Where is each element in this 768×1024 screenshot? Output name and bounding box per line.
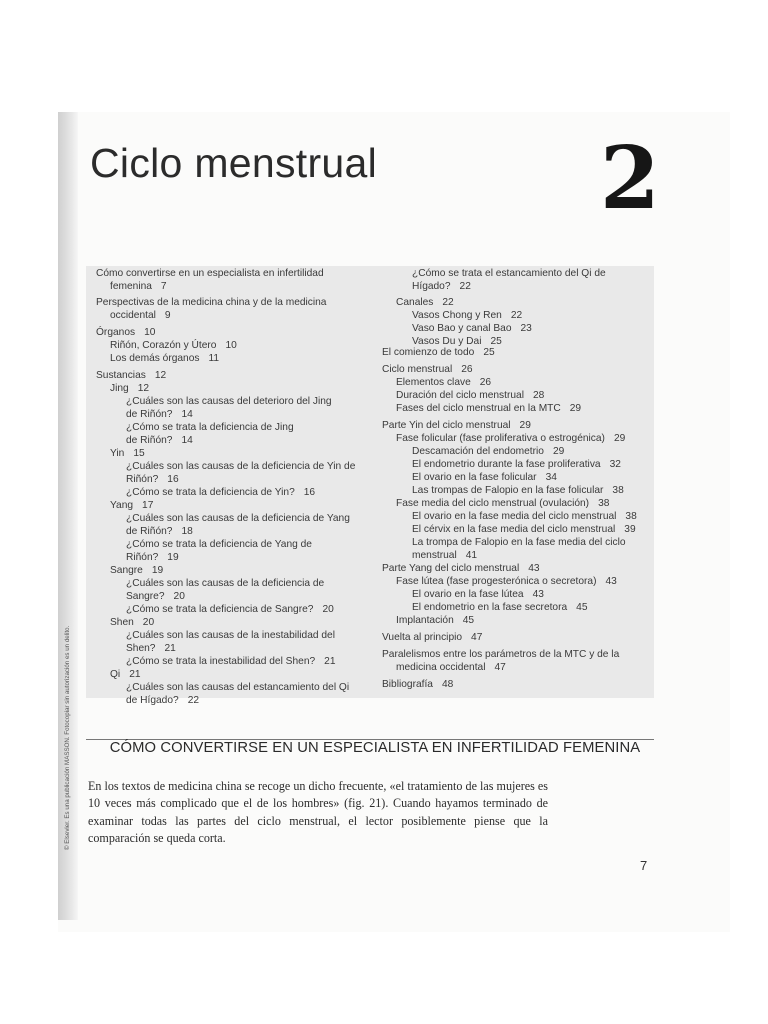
contents-entry bbox=[396, 498, 609, 511]
contents-entry-text: ¿Cuáles son las causas de la deficiencia de Yang bbox=[126, 513, 350, 524]
contents-entry-page: 14 bbox=[181, 409, 193, 420]
contents-entry bbox=[126, 396, 332, 409]
contents-entry bbox=[396, 615, 474, 628]
contents-entry bbox=[126, 552, 179, 565]
contents-entry bbox=[412, 602, 588, 615]
contents-entry-text: Vasos Chong y Ren bbox=[412, 310, 502, 321]
contents-entry bbox=[126, 422, 294, 435]
contents-entry-page: 43 bbox=[528, 563, 540, 574]
contents-entry bbox=[126, 487, 315, 500]
contents-entry bbox=[110, 383, 149, 396]
contents-entry-page: 20 bbox=[173, 591, 185, 602]
contents-entry bbox=[382, 563, 540, 576]
contents-entry bbox=[126, 682, 349, 695]
contents-entry-text: El endometrio durante la fase proliferativa bbox=[412, 459, 601, 470]
contents-entry-text: de Riñón? bbox=[126, 435, 173, 446]
contents-entry bbox=[126, 695, 199, 708]
chapter-contents-box bbox=[86, 266, 654, 706]
contents-entry-page: 17 bbox=[142, 500, 154, 511]
contents-entry-page: 41 bbox=[465, 550, 478, 561]
contents-entry-text: ¿Cómo se trata la inestabilidad del Shen? bbox=[126, 656, 316, 667]
contents-entry bbox=[110, 500, 153, 513]
contents-entry-text: Sustancias bbox=[96, 370, 146, 381]
contents-entry-page: 22 bbox=[442, 297, 454, 308]
contents-entry-page: 22 bbox=[459, 281, 471, 292]
contents-entry-text: Fase folicular (fase proliferativa o estrogénica) bbox=[396, 433, 605, 444]
contents-entry bbox=[110, 310, 171, 323]
contents-entry bbox=[126, 526, 193, 539]
section-heading: CÓMO CONVERTIRSE EN UN ESPECIALISTA EN INFERTILIDAD FEMENINA bbox=[109, 740, 641, 756]
contents-entry-text: Paralelismos entre los parámetros de la MTC y de la bbox=[382, 649, 620, 660]
contents-entry bbox=[110, 281, 167, 294]
contents-entry bbox=[396, 390, 544, 403]
contents-entry-page: 43 bbox=[532, 589, 544, 600]
contents-entry bbox=[412, 550, 477, 563]
contents-entry-text: occidental bbox=[110, 310, 156, 321]
contents-entry-text: ¿Cuáles son las causas del estancamiento del Qi bbox=[126, 682, 350, 693]
contents-entry-text: ¿Cómo se trata la deficiencia de Yin? bbox=[126, 487, 295, 498]
contents-entry-page: 38 bbox=[612, 485, 624, 496]
contents-entry-text: Riñón, Corazón y Útero bbox=[110, 340, 217, 351]
contents-entry-text: Vasos Du y Dai bbox=[412, 336, 482, 347]
contents-entry bbox=[126, 461, 355, 474]
contents-entry bbox=[412, 511, 637, 524]
contents-entry-text: Shen bbox=[110, 617, 134, 628]
contents-entry bbox=[412, 537, 626, 550]
contents-entry bbox=[110, 669, 141, 682]
contents-entry bbox=[412, 323, 532, 336]
contents-entry-text: Yang bbox=[110, 500, 134, 511]
copyright-notice: © Elsevier. Es una publicación MASSON. Fotocopiar sin autorización es un delito. bbox=[64, 625, 71, 850]
contents-entry-page: 47 bbox=[494, 662, 506, 673]
contents-entry-page: 10 bbox=[225, 340, 237, 351]
contents-entry bbox=[412, 281, 471, 294]
contents-entry-page: 26 bbox=[479, 377, 492, 388]
contents-entry bbox=[126, 630, 335, 643]
contents-entry bbox=[382, 679, 453, 692]
contents-entry-page: 29 bbox=[613, 433, 626, 444]
contents-entry bbox=[382, 347, 495, 360]
contents-entry-page: 19 bbox=[151, 565, 164, 576]
contents-entry-text: ¿Cómo se trata la deficiencia de Jing bbox=[126, 422, 294, 433]
contents-entry-text: Riñón? bbox=[126, 552, 159, 563]
contents-entry-page: 25 bbox=[483, 347, 495, 358]
contents-entry bbox=[126, 578, 324, 591]
contents-entry-page: 21 bbox=[324, 656, 336, 667]
contents-entry-text: Fase lútea (fase progesterónica o secretora) bbox=[396, 576, 597, 587]
contents-entry-text: Los demás órganos bbox=[110, 353, 200, 364]
contents-entry bbox=[382, 364, 473, 377]
contents-entry bbox=[126, 409, 193, 422]
contents-entry-page: 23 bbox=[520, 323, 532, 334]
contents-entry-text: La trompa de Falopio en la fase media del ciclo bbox=[412, 537, 626, 548]
contents-entry-page: 22 bbox=[187, 695, 200, 706]
contents-entry-text: femenina bbox=[110, 281, 152, 292]
body-paragraph: En los textos de medicina china se recoge un dicho frecuente, «el tratamiento de las mujeres es 10 veces más complicado que el de los hombres» (fig. 21). Cuando hayamos terminado de examinar todas las partes del ciclo menstrual, el lector posiblemente piense que la comparación se queda corta. bbox=[88, 779, 548, 846]
contents-entry-text: ¿Cómo se trata la deficiencia de Yang de bbox=[126, 539, 312, 550]
contents-entry-page: 12 bbox=[154, 370, 167, 381]
contents-entry bbox=[110, 565, 163, 578]
page-number: 7 bbox=[640, 858, 648, 873]
contents-entry-text: Elementos clave bbox=[396, 377, 471, 388]
contents-entry bbox=[382, 649, 619, 662]
contents-entry-text: Perspectivas de la medicina china y de la medicina bbox=[96, 297, 327, 308]
contents-entry-text: menstrual bbox=[412, 550, 457, 561]
contents-entry-text: de Hígado? bbox=[126, 695, 179, 706]
contents-entry bbox=[96, 268, 324, 281]
contents-entry-page: 16 bbox=[167, 474, 179, 485]
contents-entry bbox=[382, 632, 482, 645]
contents-entry bbox=[396, 662, 506, 675]
contents-entry-text: Bibliografía bbox=[382, 679, 433, 690]
chapter-number: 2 bbox=[600, 128, 660, 229]
contents-entry bbox=[126, 643, 176, 656]
contents-entry bbox=[412, 485, 624, 498]
contents-entry-page: 32 bbox=[609, 459, 621, 470]
contents-entry-text: Fase media del ciclo menstrual (ovulación) bbox=[396, 498, 590, 509]
contents-entry-page: 38 bbox=[625, 511, 637, 522]
contents-entry bbox=[126, 591, 185, 604]
contents-entry bbox=[96, 297, 326, 310]
contents-entry-text: El comienzo de todo bbox=[382, 347, 475, 358]
contents-entry-text: Sangre? bbox=[126, 591, 165, 602]
contents-entry-page: 18 bbox=[181, 526, 193, 537]
contents-entry-page: 28 bbox=[532, 390, 545, 401]
contents-entry-page: 45 bbox=[462, 615, 475, 626]
contents-entry-page: 7 bbox=[160, 281, 167, 292]
contents-entry-text: El endometrio en la fase secretora bbox=[412, 602, 568, 613]
contents-entry bbox=[126, 539, 312, 552]
contents-entry bbox=[412, 589, 544, 602]
contents-entry-page: 10 bbox=[144, 327, 156, 338]
contents-entry bbox=[412, 459, 621, 472]
contents-entry-page: 14 bbox=[181, 435, 193, 446]
contents-entry bbox=[126, 513, 350, 526]
contents-entry bbox=[382, 420, 531, 433]
contents-entry-text: Parte Yang del ciclo menstrual bbox=[382, 563, 520, 574]
contents-entry-text: El ovario en la fase media del ciclo menstrual bbox=[412, 511, 617, 522]
contents-entry-text: medicina occidental bbox=[396, 662, 486, 673]
contents-entry-text: Cómo convertirse en un especialista en infertilidad bbox=[96, 268, 324, 279]
contents-entry-text: Sangre bbox=[110, 565, 143, 576]
contents-entry-page: 48 bbox=[441, 679, 454, 690]
contents-entry-text: El ovario en la fase folicular bbox=[412, 472, 537, 483]
contents-entry-text: Ciclo menstrual bbox=[382, 364, 453, 375]
contents-entry bbox=[96, 370, 166, 383]
contents-entry-page: 29 bbox=[519, 420, 531, 431]
contents-entry-page: 20 bbox=[142, 617, 155, 628]
contents-entry-page: 34 bbox=[545, 472, 557, 483]
contents-entry-text: ¿Cuáles son las causas de la deficiencia de Yin de bbox=[126, 461, 356, 472]
contents-entry bbox=[110, 353, 219, 366]
contents-entry-page: 9 bbox=[164, 310, 171, 321]
contents-entry-page: 11 bbox=[208, 353, 220, 364]
contents-entry bbox=[396, 576, 617, 589]
contents-entry-text: Vaso Bao y canal Bao bbox=[412, 323, 512, 334]
contents-entry bbox=[412, 310, 522, 323]
contents-entry bbox=[96, 327, 155, 340]
contents-entry-text: Canales bbox=[396, 297, 434, 308]
contents-entry bbox=[110, 448, 145, 461]
contents-entry-page: 47 bbox=[471, 632, 483, 643]
contents-entry-text: Duración del ciclo menstrual bbox=[396, 390, 524, 401]
contents-entry-page: 20 bbox=[322, 604, 334, 615]
contents-entry-page: 12 bbox=[137, 383, 150, 394]
contents-entry-page: 43 bbox=[605, 576, 617, 587]
contents-entry-page: 15 bbox=[133, 448, 145, 459]
contents-entry-text: Qi bbox=[110, 669, 121, 680]
contents-entry-text: de Riñón? bbox=[126, 409, 173, 420]
contents-entry bbox=[126, 604, 334, 617]
contents-entry-page: 21 bbox=[129, 669, 141, 680]
contents-entry-text: Fases del ciclo menstrual en la MTC bbox=[396, 403, 561, 414]
chapter-title: Ciclo menstrual bbox=[90, 140, 378, 186]
contents-entry-page: 45 bbox=[576, 602, 588, 613]
contents-entry-text: ¿Cuáles son las causas de la deficiencia de bbox=[126, 578, 325, 589]
contents-entry-page: 19 bbox=[167, 552, 179, 563]
contents-entry-page: 29 bbox=[569, 403, 582, 414]
contents-entry-text: Shen? bbox=[126, 643, 156, 654]
contents-entry-text: ¿Cómo se trata el estancamiento del Qi de bbox=[412, 268, 606, 279]
contents-entry bbox=[126, 474, 179, 487]
contents-entry-page: 29 bbox=[552, 446, 565, 457]
contents-entry bbox=[126, 656, 336, 669]
contents-entry-page: 26 bbox=[461, 364, 473, 375]
contents-entry-text: El cérvix en la fase media del ciclo menstrual bbox=[412, 524, 616, 535]
contents-entry bbox=[412, 446, 564, 459]
contents-entry-page: 38 bbox=[598, 498, 610, 509]
contents-entry-text: Parte Yin del ciclo menstrual bbox=[382, 420, 511, 431]
contents-entry bbox=[126, 435, 193, 448]
contents-entry-text: ¿Cuáles son las causas de la inestabilidad del bbox=[126, 630, 335, 641]
contents-entry-text: ¿Cómo se trata la deficiencia de Sangre? bbox=[126, 604, 314, 615]
contents-entry-text: ¿Cuáles son las causas del deterioro del Jing bbox=[126, 396, 332, 407]
contents-entry-page: 39 bbox=[624, 524, 636, 535]
contents-entry bbox=[412, 268, 606, 281]
contents-entry-text: Riñón? bbox=[126, 474, 159, 485]
contents-entry bbox=[412, 472, 557, 485]
contents-entry-text: de Riñón? bbox=[126, 526, 173, 537]
contents-entry-text: Las trompas de Falopio en la fase folicular bbox=[412, 485, 604, 496]
contents-entry bbox=[396, 297, 454, 310]
contents-entry-page: 16 bbox=[303, 487, 316, 498]
contents-entry bbox=[110, 340, 237, 353]
contents-entry bbox=[412, 524, 636, 537]
contents-entry-text: El ovario en la fase lútea bbox=[412, 589, 524, 600]
contents-entry bbox=[110, 617, 154, 630]
contents-entry bbox=[396, 403, 581, 416]
contents-entry-page: 22 bbox=[510, 310, 523, 321]
contents-entry-text: Hígado? bbox=[412, 281, 451, 292]
contents-entry-text: Implantación bbox=[396, 615, 454, 626]
contents-entry bbox=[396, 377, 491, 390]
contents-entry-text: Yin bbox=[110, 448, 125, 459]
contents-entry-text: Jing bbox=[110, 383, 129, 394]
contents-entry-text: Vuelta al principio bbox=[382, 632, 463, 643]
contents-entry-text: Órganos bbox=[96, 327, 136, 338]
contents-entry-page: 21 bbox=[164, 643, 176, 654]
contents-entry-text: Descamación del endometrio bbox=[412, 446, 544, 457]
contents-entry bbox=[396, 433, 625, 446]
contents-entry-page: 25 bbox=[490, 336, 502, 347]
